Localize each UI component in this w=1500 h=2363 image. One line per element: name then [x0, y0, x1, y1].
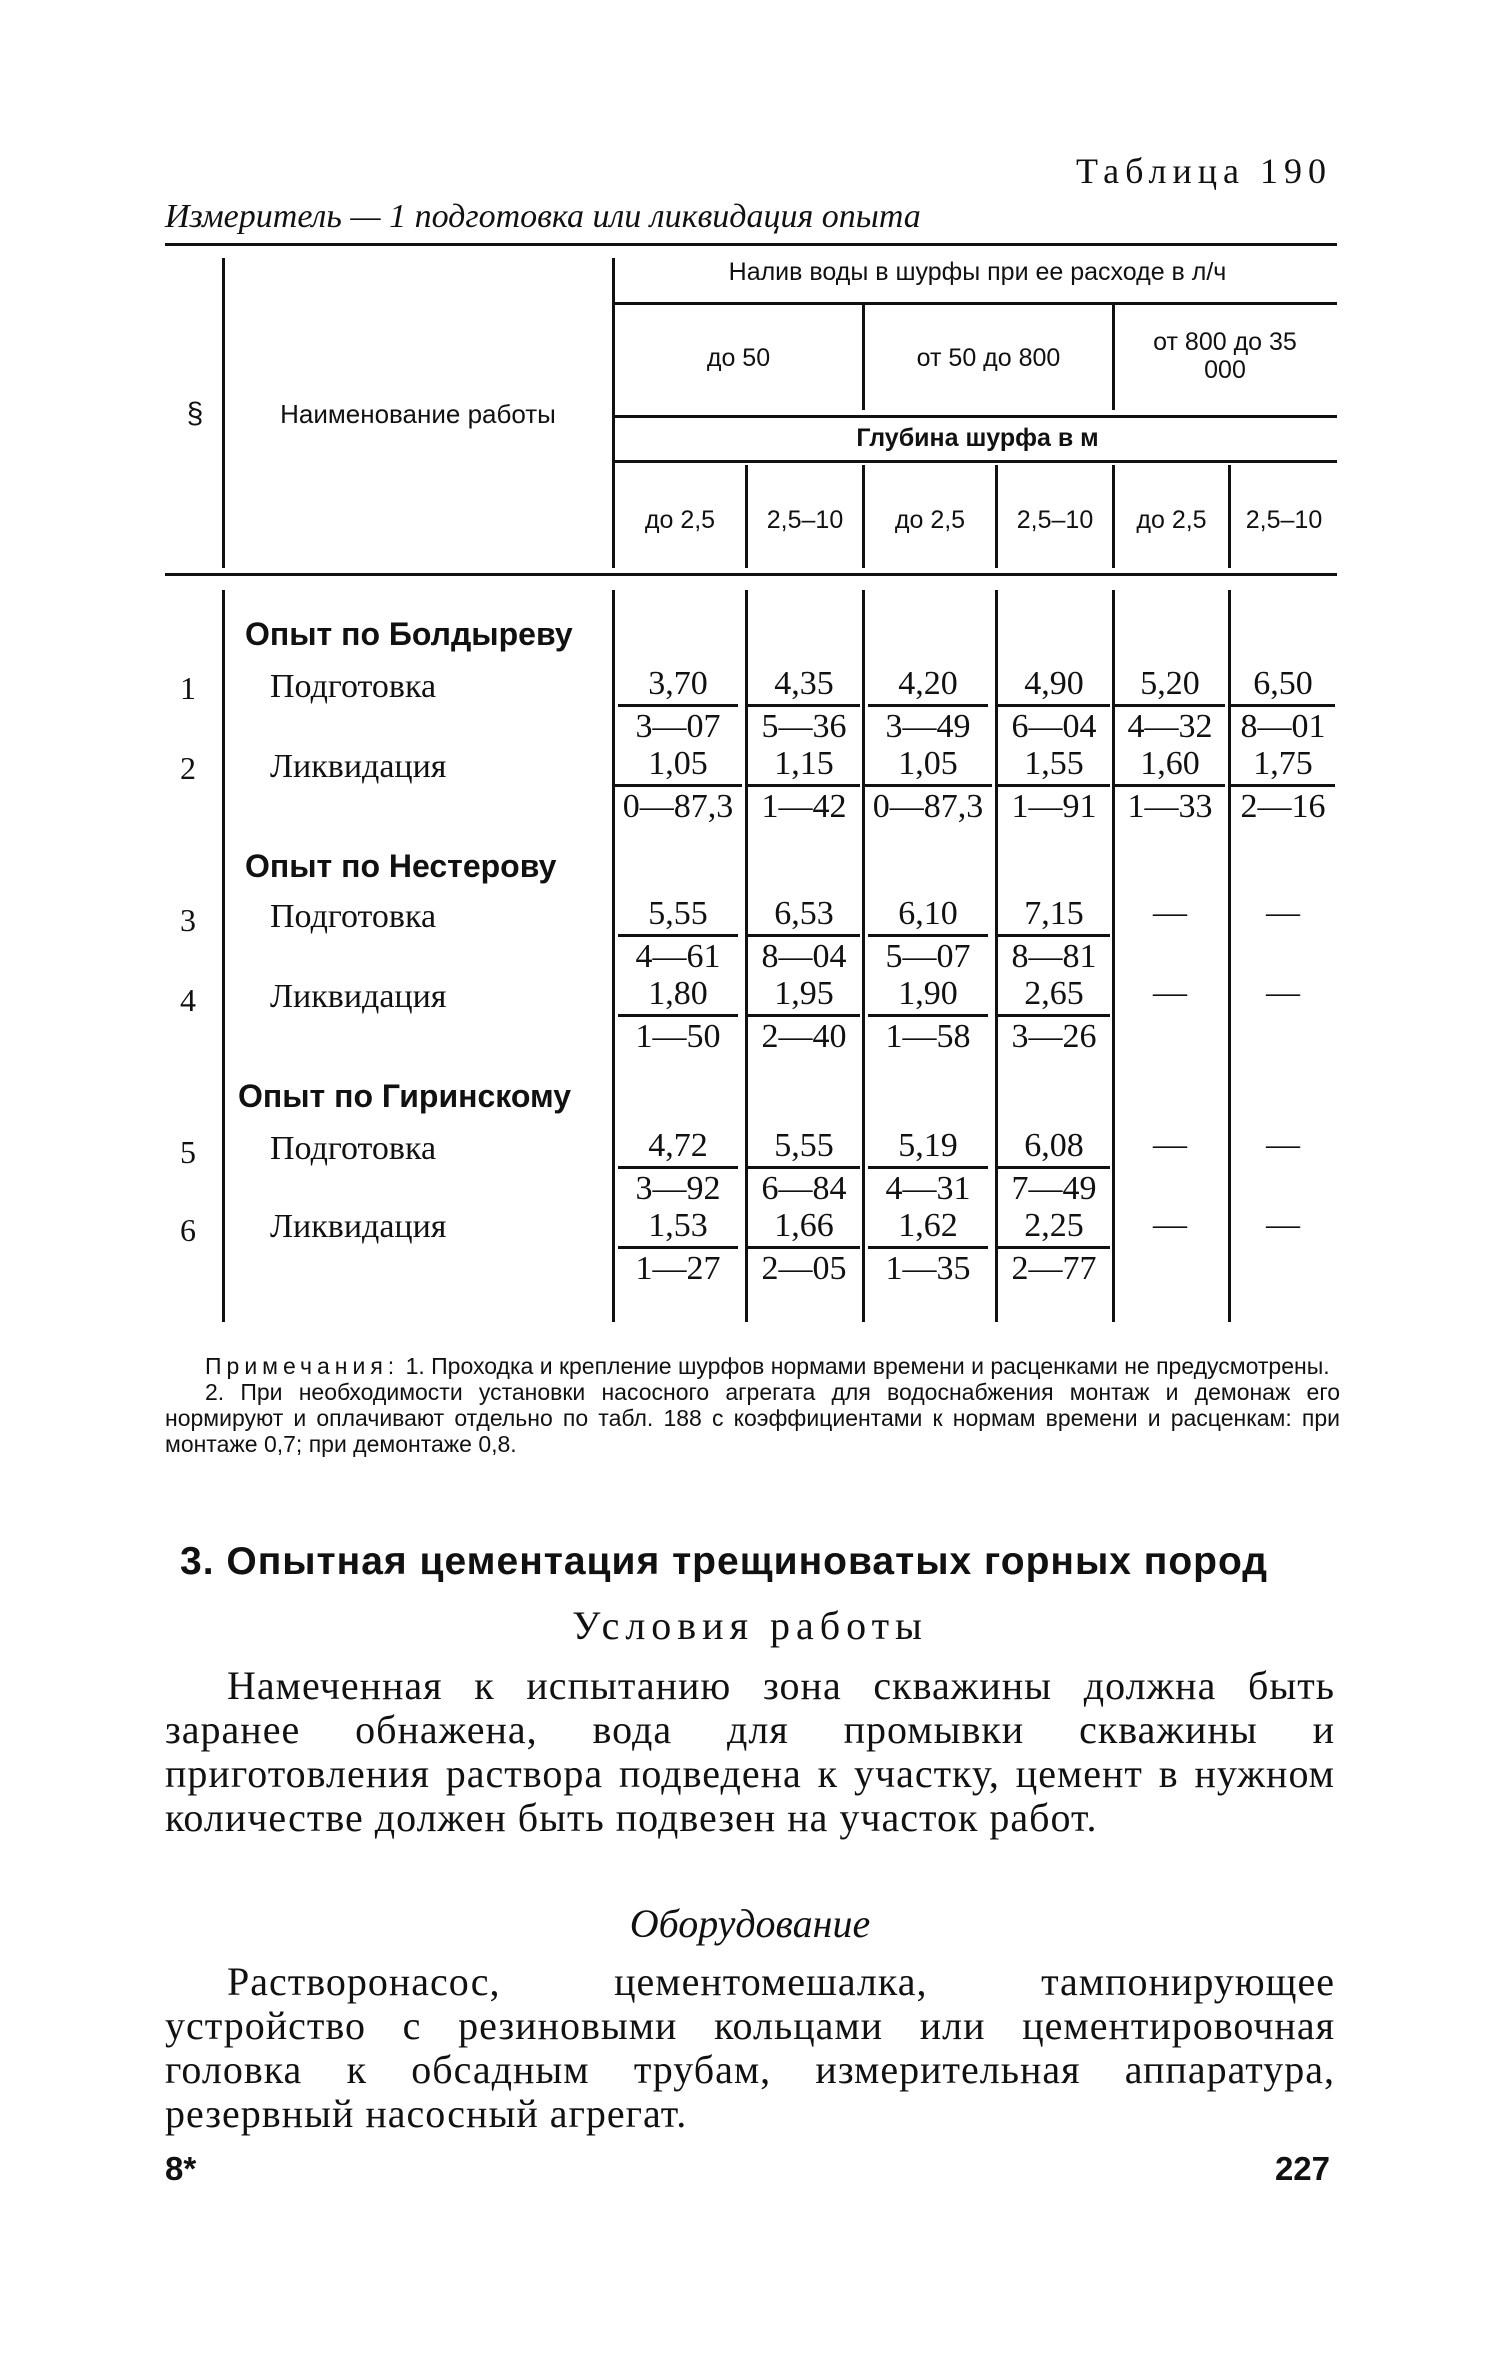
price-cell: 1,66 2—05 [748, 1206, 860, 1289]
header-depth-2: до 2,5 [894, 506, 966, 534]
row-number: 1 [180, 670, 196, 706]
work-name: Подготовка [270, 668, 437, 705]
work-name: Ликвидация [270, 978, 447, 1015]
price-cell: 1,60 1—33 [1115, 744, 1225, 827]
price-cell: 4,90 6—04 [998, 664, 1110, 747]
work-name: Подготовка [270, 1130, 437, 1167]
header-section: § [186, 397, 204, 430]
price-cell: 4,20 3—49 [868, 664, 988, 747]
group-title: Опыт по Болдыреву [245, 616, 573, 652]
empty-cell-dash: — [1153, 974, 1187, 1011]
header-flow-2: от 800 до 35 000 [1153, 328, 1297, 384]
price-cell: 1,53 1—27 [618, 1206, 738, 1289]
header-depth-5: 2,5–10 [1245, 506, 1323, 534]
group-title: Опыт по Нестерову [245, 848, 557, 884]
price-cell: 4,72 3—92 [618, 1126, 738, 1209]
price-cell: 5,20 4—32 [1115, 664, 1225, 747]
price-cell: 1,95 2—40 [748, 974, 860, 1057]
header-depth-0: до 2,5 [644, 506, 716, 534]
empty-cell-dash: — [1266, 1126, 1300, 1163]
empty-cell-dash: — [1266, 894, 1300, 931]
price-cell: 1,55 1—91 [998, 744, 1110, 827]
price-cell: 2,65 3—26 [998, 974, 1110, 1057]
row-number: 5 [180, 1134, 196, 1170]
section-title: 3. Опытная цементация трещиноватых горных пород [180, 1540, 1269, 1583]
empty-cell-dash: — [1153, 894, 1187, 931]
price-cell: 6,50 8—01 [1231, 664, 1335, 747]
row-number: 6 [180, 1212, 196, 1248]
work-name: Подготовка [270, 898, 437, 935]
empty-cell-dash: — [1153, 1206, 1187, 1243]
price-cell: 4,35 5—36 [748, 664, 860, 747]
equipment-heading: Оборудование [629, 1901, 871, 1946]
conditions-paragraph: Намеченная к испытанию зона скважины должна быть заранее обнажена, вода для промывки скважины и приготовления раствора подведена к участку, цемент в нужном количестве должен быть подвезен на участок работ. [165, 1663, 1335, 1840]
header-work-name: Наименование работы [280, 399, 556, 429]
price-cell: 5,55 4—61 [618, 894, 738, 977]
row-number: 3 [180, 902, 196, 938]
price-cell: 1,15 1—42 [748, 744, 860, 827]
table-number: Таблица 190 [1076, 151, 1332, 191]
row-number: 4 [180, 982, 196, 1018]
price-cell: 5,55 6—84 [748, 1126, 860, 1209]
price-cell: 1,80 1—50 [618, 974, 738, 1057]
price-cell: 1,62 1—35 [868, 1206, 988, 1289]
price-cell: 7,15 8—81 [998, 894, 1110, 977]
header-depth-4: до 2,5 [1136, 506, 1207, 534]
notes-label: Примечания: [205, 1353, 400, 1379]
page-number: 227 [1274, 2150, 1330, 2187]
note-2: 2. При необходимости установки насосного агрегата для водоснабжения монтаж и демонаж его нормируют и оплачивают отдельно по табл. 188 с коэффициентами к нормам времени и расценкам: при монтаже 0,7; при демонтаже 0,8. [165, 1379, 1340, 1457]
price-cell: 1,75 2—16 [1231, 744, 1335, 827]
header-depth: Глубина шурфа в м [856, 424, 1099, 452]
conditions-heading: Условия работы [572, 1603, 928, 1648]
equipment-paragraph: Растворонасос, цементомешалка, тампонирующее устройство с резиновыми кольцами или цементировочная головка к обсадным трубам, измерительная аппаратура, резервный насосный агрегат. [165, 1959, 1335, 2136]
price-cell: 2,25 2—77 [998, 1206, 1110, 1289]
group-title: Опыт по Гиринскому [238, 1078, 571, 1114]
price-cell: 6,08 7—49 [998, 1126, 1110, 1209]
note-1: 1. Проходка и крепление шурфов нормами времени и расценками не предусмотрены. [405, 1353, 1330, 1379]
work-name: Ликвидация [270, 1208, 447, 1245]
table-notes [165, 1353, 1340, 1457]
price-cell: 5,19 4—31 [868, 1126, 988, 1209]
signature-mark: 8* [165, 2150, 197, 2187]
row-number: 2 [180, 750, 196, 786]
header-depth-1: 2,5–10 [766, 506, 844, 534]
price-cell: 1,90 1—58 [868, 974, 988, 1057]
empty-cell-dash: — [1266, 1206, 1300, 1243]
empty-cell-dash: — [1153, 1126, 1187, 1163]
price-cell: 6,10 5—07 [868, 894, 988, 977]
price-cell: 6,53 8—04 [748, 894, 860, 977]
header-depth-3: 2,5–10 [1016, 506, 1094, 534]
price-cell: 1,05 0—87,3 [614, 744, 742, 827]
price-cell: 3,70 3—07 [618, 664, 738, 747]
header-flow-0: до 50 [706, 344, 771, 372]
work-name: Ликвидация [270, 748, 447, 785]
empty-cell-dash: — [1266, 974, 1300, 1011]
header-water-flow: Налив воды в шурфы при ее расходе в л/ч [728, 258, 1227, 286]
table-measurer: Измеритель — 1 подготовка или ликвидация опыта [165, 198, 921, 235]
header-flow-1: от 50 до 800 [916, 344, 1061, 372]
price-cell: 1,05 0—87,3 [864, 744, 992, 827]
